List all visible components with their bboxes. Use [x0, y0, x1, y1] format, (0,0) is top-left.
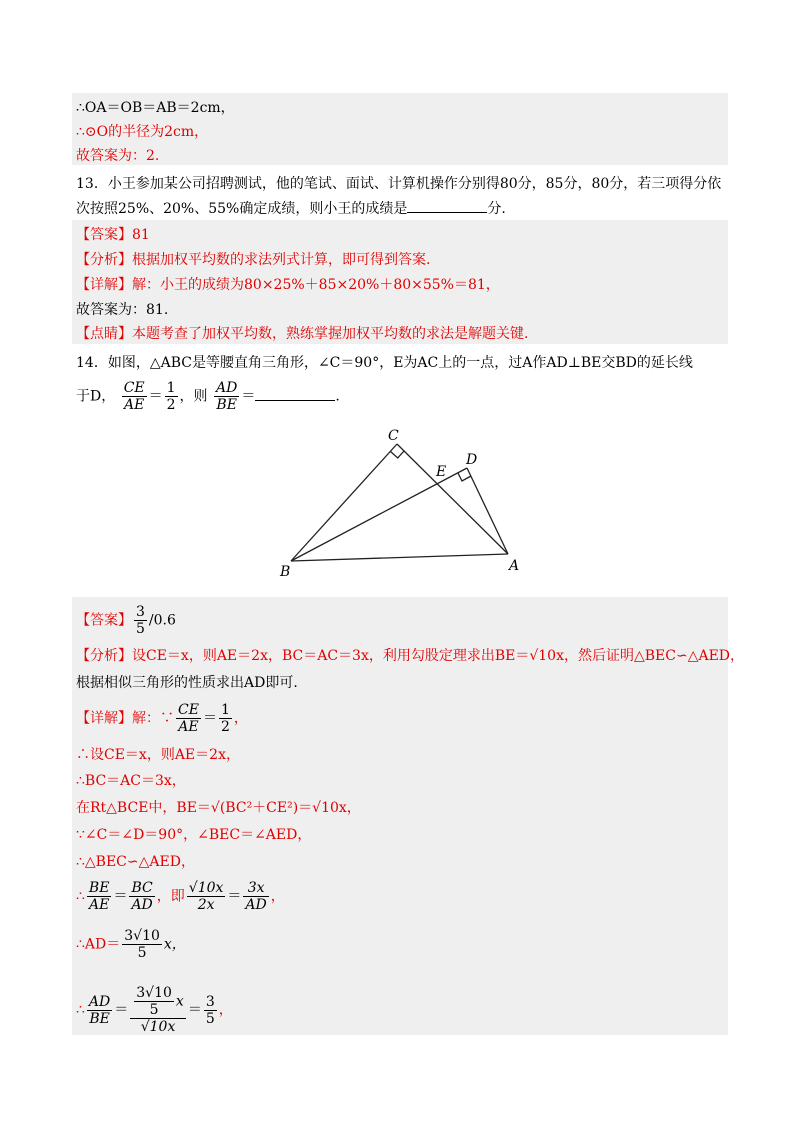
fraction-numerator: AD [88, 993, 111, 1010]
fraction-denominator: 5 [137, 945, 147, 961]
q14-step-6 [76, 880, 285, 913]
fraction-denominator: BE [89, 1010, 110, 1027]
q13-detail: 【详解】解：小王的成绩为80×25%＋85×20%＋80×55%＝81， [76, 277, 500, 293]
compound-fraction [130, 985, 186, 1035]
q14-text-2c: ＝ [241, 388, 256, 405]
label-d: D [466, 452, 478, 468]
q13-text-line-2b: 分. [487, 201, 506, 217]
therefore-sign: ∴ [76, 888, 85, 905]
fraction-denominator: AD [131, 897, 153, 913]
triangle-figure [270, 420, 540, 585]
fraction-numerator: 3 [136, 604, 145, 620]
fraction-denominator: AE [178, 719, 199, 735]
fraction-denominator: 5 [149, 1002, 159, 1018]
equals-sign: ＝ [227, 888, 242, 905]
answer-alt: /0.6 [148, 612, 176, 629]
q14-analysis-1: 【分析】设CE＝x，则AE＝2x，BC＝AC＝3x，利用勾股定理求出BE＝√10x，然后证明△BEC∽△AED， [76, 648, 745, 664]
top-line-2: ∴⊙O的半径为2cm， [76, 124, 209, 140]
segment-bd [291, 468, 467, 561]
fraction-ce-over-ae [176, 702, 201, 735]
q14-answer-label: 【答案】 [76, 612, 132, 629]
fraction-denominator: 5 [205, 1010, 215, 1027]
q14-step-8 [76, 985, 233, 1035]
fraction-root10x-over-2x [187, 880, 226, 913]
fraction-denominator: 2 [166, 397, 176, 413]
fraction-denominator: 2x [197, 897, 215, 913]
fraction-denominator: 2 [220, 719, 230, 735]
fraction-denominator: BE [216, 397, 237, 413]
q13-answer-blank [407, 198, 487, 213]
q14-step-7 [76, 928, 186, 961]
fraction-be-over-ae [87, 880, 112, 913]
q14-step-5: ∴△BEC∽△AED， [76, 854, 195, 870]
segment-ca [397, 444, 508, 554]
segment-ad [467, 468, 508, 554]
q14-detail-line [76, 702, 248, 735]
q14-step-3: 在Rt△BCE中，BE＝√(BC²＋CE²)＝√10x， [76, 800, 361, 816]
fraction-denominator: AE [123, 397, 145, 413]
punctuation: ， [270, 888, 285, 905]
right-angle-mark-c [390, 451, 404, 459]
q14-text-line-1: 14．如图，△ABC是等腰直角三角形，∠C＝90°，E为AC上的一点，过A作AD⊥BE交BD的延长线 [76, 355, 693, 371]
fraction-numerator: 1 [220, 702, 230, 718]
fraction-3x-over-ad [243, 880, 268, 913]
label-b: B [280, 564, 291, 580]
fraction-3-over-5 [204, 994, 217, 1027]
therefore-sign: ∴ [76, 1002, 85, 1018]
compound-denominator: √10x [140, 1019, 176, 1035]
compound-numerator [130, 985, 186, 1019]
answer-fraction [134, 604, 147, 637]
q14-step-4: ∵∠C＝∠D＝90°，∠BEC＝∠AED， [76, 827, 312, 843]
q13-text-line-1: 13．小王参加某公司招聘测试，他的笔试、面试、计算机操作分别得80分，85分，80分，若三项得分依 [76, 176, 722, 192]
equals-sign: ＝ [202, 710, 217, 727]
q14-text-line-2: 于D， $\frac{CE}{AE}$ ＝ $\frac{1}{2}$ ，则 $\frac{AD}{BE}$ ＝ . [76, 380, 340, 413]
fraction-denominator: AD [245, 897, 267, 913]
fraction-ad-over-be [214, 380, 239, 413]
q14-step-2: ∴BC＝AC＝3x， [76, 773, 186, 789]
q13-answer: 【答案】81 [76, 227, 150, 243]
fraction-numerator: CE [123, 380, 145, 396]
fraction-numerator: 3x [243, 880, 268, 897]
top-line-3: 故答案为：2. [76, 148, 160, 164]
fraction-numerator: 3√10 [124, 928, 160, 944]
q14-analysis-2: 根据相似三角形的性质求出AD即可. [76, 675, 298, 691]
q13-text-line-2a: 次按照25%、20%、55%确定成绩，则小王的成绩是 [76, 201, 408, 217]
punctuation: ， [233, 710, 248, 727]
fraction-one-half [219, 702, 232, 735]
label-e: E [436, 464, 447, 480]
q14-answer [76, 604, 176, 637]
fraction-denominator: 5 [136, 621, 145, 637]
fraction-ad-over-be [87, 994, 112, 1027]
q13-comment: 【点睛】本题考查了加权平均数，熟练掌握加权平均数的求法是解题关键. [76, 326, 529, 342]
q13-so: 故答案为：81. [76, 302, 169, 318]
fraction-numerator: BC [129, 880, 154, 897]
segment-ba [291, 554, 508, 561]
conjunction: ，即 [156, 888, 185, 905]
punctuation: ， [218, 1002, 233, 1018]
q14-answer-blank [255, 386, 335, 401]
fraction-numerator: BE [88, 880, 110, 896]
fraction-numerator: 3 [205, 993, 215, 1010]
label-c: C [388, 428, 399, 444]
q13-analysis: 【分析】根据加权平均数的求法列式计算，即可得到答案. [76, 252, 431, 268]
step-7-label: ∴AD＝ [76, 936, 121, 953]
fraction-3root10-over-5 [122, 928, 162, 961]
right-angle-mark-d [458, 473, 471, 481]
top-line-1: ∴OA＝OB＝AB＝2cm， [76, 100, 235, 116]
fraction-numerator: 3√10 [136, 985, 172, 1001]
q14-step-1: ∴设CE＝x，则AE＝2x， [76, 747, 240, 763]
equals-sign: ＝ [187, 1002, 202, 1018]
fraction-bc-over-ad [129, 880, 154, 913]
variable-x: x [175, 993, 184, 1010]
fraction-denominator: AE [89, 897, 110, 913]
fraction-numerator: AD [216, 380, 238, 396]
equals-sign: ＝ [113, 888, 128, 905]
inner-fraction [134, 985, 174, 1018]
q14-detail-label: 【详解】解：∵ [76, 710, 174, 727]
label-a: A [509, 558, 520, 574]
q13-text-line-2 [76, 198, 506, 219]
equals-sign: ＝ [114, 1002, 129, 1018]
segment-bc [291, 444, 397, 561]
q14-text-2a: 于D， [76, 388, 116, 405]
q14-text-2b: ，则 [179, 388, 208, 405]
fraction-numerator: CE [178, 702, 199, 718]
fraction-one-half [165, 380, 178, 413]
fraction-numerator: √10x [188, 880, 224, 896]
step-7-end: x， [163, 936, 186, 953]
fraction-ce-over-ae [122, 380, 147, 413]
fraction-numerator: 1 [166, 380, 176, 396]
